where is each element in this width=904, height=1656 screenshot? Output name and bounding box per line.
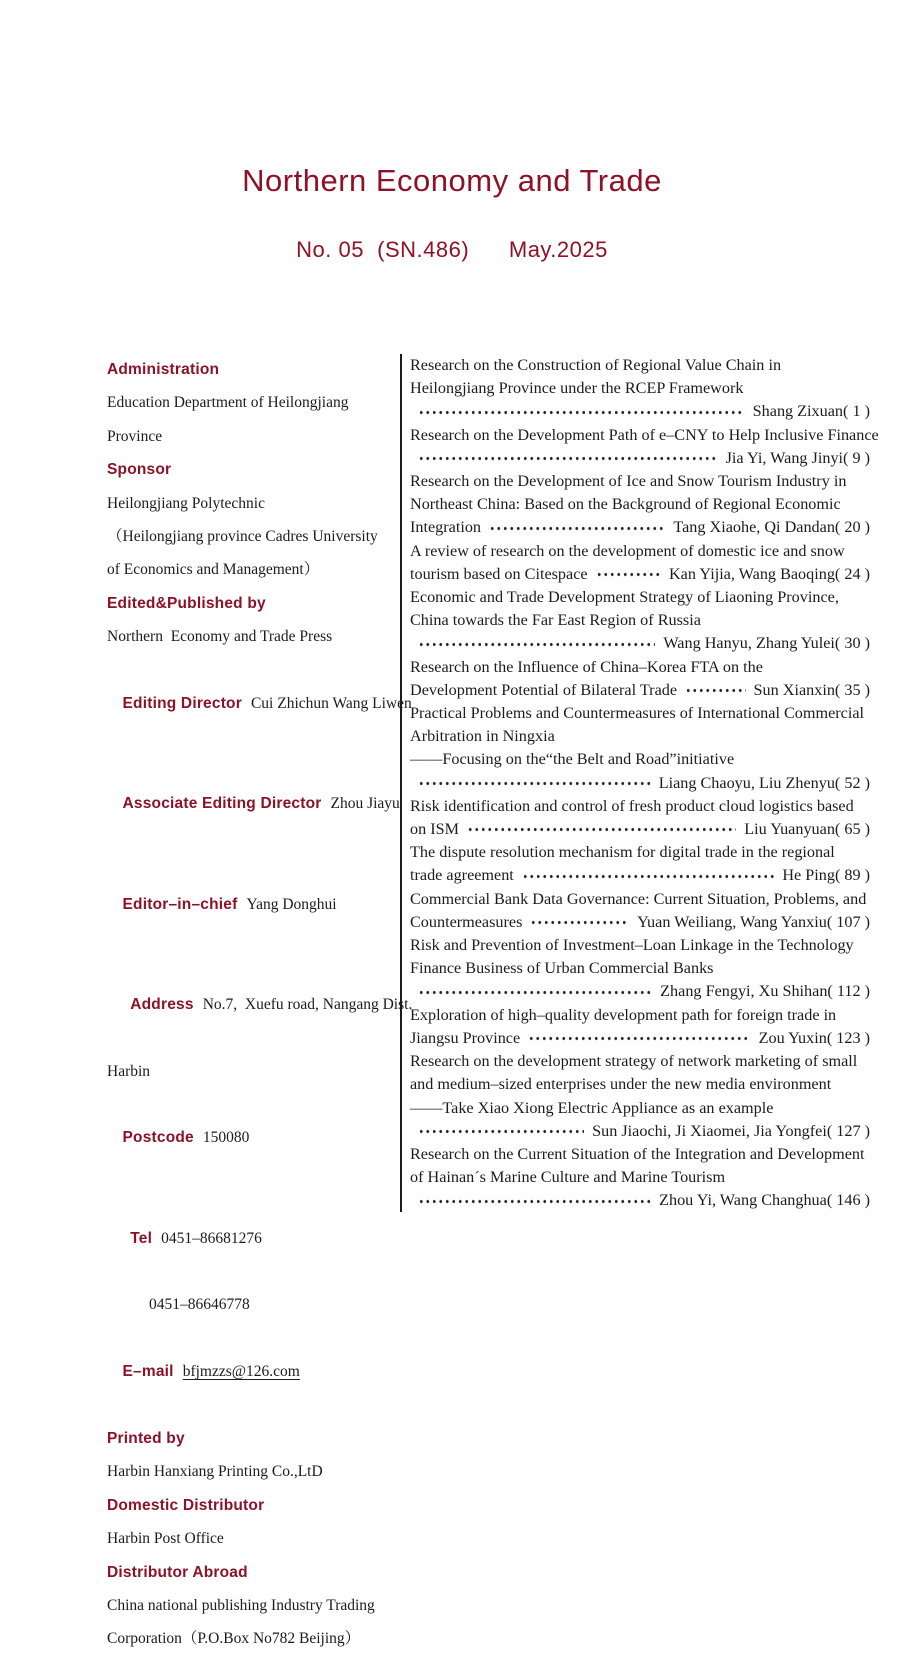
toc-entry-3: [410, 470, 870, 540]
toc-tail: Countermeasures: [410, 912, 523, 931]
info-item-distributor-abroad: [107, 1556, 399, 1656]
toc-tail: tourism based on Citespace: [410, 564, 588, 583]
toc-tail: Integration: [410, 518, 482, 537]
toc-authors-page: Liang Chaoyu, Liu Zhenyu( 52 ): [658, 773, 870, 792]
toc-entry-13: [410, 1050, 870, 1143]
toc-authors-page: Kan Yijia, Wang Baoqing( 24 ): [668, 564, 870, 583]
info-text: Harbin Post Office: [107, 1530, 224, 1548]
info-item-printed-by: [107, 1422, 399, 1489]
info-text: Heilongjiang Polytechnic: [107, 494, 265, 512]
toc-entry-10: [410, 888, 870, 934]
info-item-associate-editing-director: [107, 754, 399, 854]
info-text: Harbin: [107, 1062, 151, 1080]
toc-authors-page: He Ping( 89 ): [782, 866, 870, 885]
info-value: 150080: [202, 1129, 250, 1147]
toc-tail: Development Potential of Bilateral Trade: [410, 680, 678, 699]
info-text: Corporation（P.O.Box No782 Beijing）: [107, 1630, 361, 1648]
toc-entry-6: [410, 656, 870, 702]
info-item-postcode: [107, 1088, 399, 1188]
toc-title-line: Finance Business of Urban Commercial Banks: [410, 959, 714, 978]
toc-entry-7: [410, 702, 870, 795]
toc-authors-page: Zou Yuxin( 123 ): [758, 1028, 870, 1047]
email-link[interactable]: bfjmzzs@126.com: [182, 1363, 300, 1381]
info-text: 0451–86646778: [149, 1296, 250, 1314]
toc-authors-page: Sun Jiaochi, Ji Xiaomei, Jia Yongfei( 127 ): [592, 1121, 870, 1140]
toc-title-line: Research on the Development Path of e–CNY to Help Inclusive Finance: [410, 425, 879, 444]
toc-authors-page: Jia Yi, Wang Jinyi( 9 ): [725, 448, 870, 467]
info-label: Address: [130, 995, 194, 1013]
info-text: Harbin Hanxiang Printing Co.,LtD: [107, 1463, 323, 1481]
toc-authors-page: Yuan Weiliang, Wang Yanxiu( 107 ): [637, 912, 870, 931]
toc-title-line: Risk identification and control of fresh product cloud logistics based: [410, 796, 854, 815]
toc-entry-9: [410, 841, 870, 887]
toc-title-line: The dispute resolution mechanism for digital trade in the regional: [410, 843, 835, 862]
toc-subtitle-line: ——Take Xiao Xiong Electric Appliance as an example: [410, 1098, 774, 1117]
toc-tail: Jiangsu Province: [410, 1028, 521, 1047]
toc-title-line: Arbitration in Ningxia: [410, 727, 555, 746]
toc-title-line: and medium–sized enterprises under the new media environment: [410, 1075, 832, 1094]
toc-title-line: Commercial Bank Data Governance: Current Situation, Problems, and: [410, 889, 867, 908]
info-text: Province: [107, 427, 163, 445]
info-label: Associate Editing Director: [122, 795, 322, 813]
toc-title-line: Research on the Development of Ice and Snow Tourism Industry in: [410, 472, 847, 491]
journal-title: Northern Economy and Trade: [242, 163, 662, 198]
info-label: Domestic Distributor: [107, 1496, 265, 1514]
info-label: Editing Director: [122, 695, 242, 713]
dotted-leader: [685, 679, 746, 702]
toc-authors-page: Shang Zixuan( 1 ): [752, 402, 870, 421]
dotted-leader: [418, 447, 718, 470]
info-label: Tel: [130, 1229, 153, 1247]
info-item-email: [107, 1322, 399, 1422]
toc-authors-page: Tang Xiaohe, Qi Dandan( 20 ): [673, 518, 870, 537]
info-label: Postcode: [122, 1129, 194, 1147]
toc-entry-4: [410, 540, 870, 586]
toc-authors-page: Zhou Yi, Wang Changhua( 146 ): [659, 1191, 870, 1210]
toc-title-line: Northeast China: Based on the Background of Regional Economic: [410, 495, 841, 514]
dotted-leader: [530, 911, 629, 934]
toc-title-line: Exploration of high–quality development path for foreign trade in: [410, 1005, 837, 1024]
toc-entry-11: [410, 934, 870, 1004]
info-item-domestic-distributor: [107, 1489, 399, 1556]
toc-title-line: Heilongjiang Province under the RCEP Framework: [410, 379, 744, 398]
info-item-tel: [107, 1188, 399, 1322]
info-label: E–mail: [122, 1363, 174, 1381]
toc-title-line: A review of research on the development of domestic ice and snow: [410, 541, 845, 560]
column-divider: [400, 354, 402, 1212]
toc-title-line: Research on the Construction of Regional Value Chain in: [410, 356, 782, 374]
info-item-editing-director: [107, 654, 412, 754]
toc-entry-5: [410, 586, 870, 656]
toc-subtitle-line: ——Focusing on the“the Belt and Road”initiative: [410, 750, 735, 769]
dotted-leader: [418, 1120, 584, 1143]
info-text: （Heilongjiang province Cadres University: [107, 528, 378, 546]
info-text: Northern Economy and Trade Press: [107, 628, 333, 646]
dotted-leader: [467, 818, 736, 841]
info-label: Editor–in–chief: [122, 895, 238, 913]
info-item-administration: [107, 353, 399, 453]
info-label: Sponsor: [107, 461, 172, 479]
toc-title-line: Research on the development strategy of network marketing of small: [410, 1052, 858, 1071]
info-item-edited-published-by: [107, 587, 399, 654]
dotted-leader: [418, 632, 655, 655]
info-text: China national publishing Industry Trading: [107, 1597, 375, 1615]
info-label: Printed by: [107, 1430, 185, 1447]
toc-title-line: Economic and Trade Development Strategy of Liaoning Province,: [410, 588, 839, 607]
info-value: Yang Donghui: [246, 895, 337, 913]
toc-authors-page: Wang Hanyu, Zhang Yulei( 30 ): [663, 634, 870, 653]
toc-title-line: of Hainan´s Marine Culture and Marine Tourism: [410, 1168, 726, 1187]
info-value: 0451–86681276: [161, 1229, 262, 1247]
info-item-sponsor: [107, 453, 399, 587]
dotted-leader: [418, 772, 651, 795]
info-value: Cui Zhichun Wang Liwen: [250, 695, 412, 713]
info-item-editor-in-chief: [107, 854, 399, 954]
table-of-contents: [410, 354, 879, 1213]
info-item-address: [107, 954, 413, 1088]
toc-authors-page: Zhang Fengyi, Xu Shihan( 112 ): [660, 982, 870, 1001]
toc-entry-14: [410, 1143, 870, 1213]
dotted-leader: [489, 516, 665, 539]
info-value: No.7, Xuefu road, Nangang Dist.: [202, 995, 413, 1013]
issue-number-line: No. 05 (SN.486) May.2025: [296, 237, 608, 262]
info-text: Education Department of Heilongjiang: [107, 394, 349, 412]
toc-entry-1: [410, 354, 870, 424]
toc-tail: on ISM: [410, 820, 460, 839]
dotted-leader: [418, 400, 745, 423]
dotted-leader: [418, 1189, 651, 1212]
info-label: Distributor Abroad: [107, 1563, 248, 1581]
dotted-leader: [596, 563, 661, 586]
toc-entry-12: [410, 1004, 870, 1050]
info-label: Administration: [107, 361, 220, 378]
toc-entry-8: [410, 795, 870, 841]
toc-title-line: China towards the Far East Region of Russia: [410, 611, 701, 630]
dotted-leader: [528, 1027, 750, 1050]
dotted-leader: [418, 980, 652, 1003]
toc-title-line: Research on the Current Situation of the Integration and Development: [410, 1144, 865, 1163]
publisher-info-panel: [107, 353, 413, 1656]
dotted-leader: [522, 864, 775, 887]
toc-authors-page: Liu Yuanyuan( 65 ): [744, 820, 870, 839]
toc-authors-page: Sun Xianxin( 35 ): [753, 680, 870, 699]
info-label: Edited&Published by: [107, 594, 266, 612]
toc-title-line: Practical Problems and Countermeasures of International Commercial: [410, 704, 865, 723]
toc-title-line: Research on the Influence of China–Korea FTA on the: [410, 657, 763, 676]
info-value: Zhou Jiayu: [330, 795, 400, 813]
toc-tail: trade agreement: [410, 866, 514, 885]
toc-entry-2: [410, 424, 879, 470]
info-text: of Economics and Management）: [107, 561, 320, 579]
toc-title-line: Risk and Prevention of Investment–Loan Linkage in the Technology: [410, 936, 854, 955]
